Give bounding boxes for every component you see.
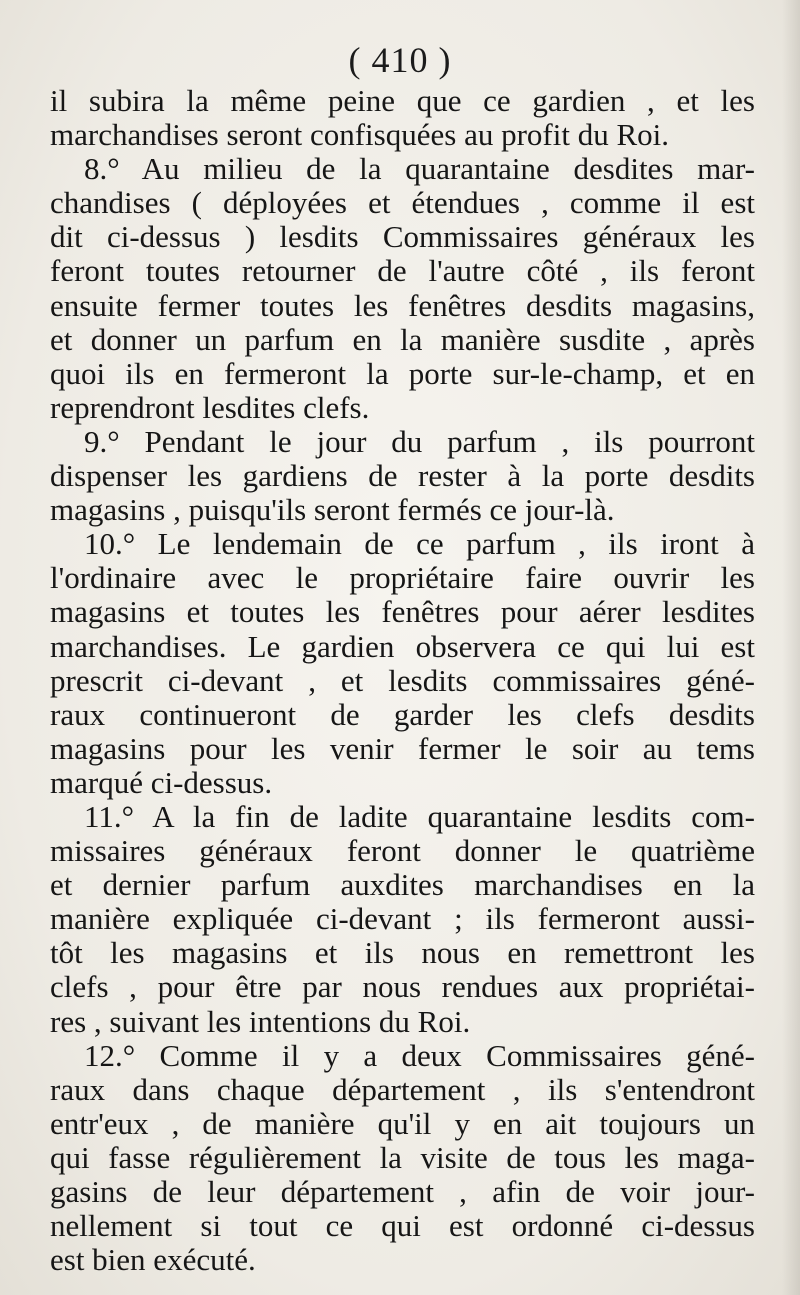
text-line: quoi ils en fermeront la porte sur-le-champ, et en — [50, 356, 755, 391]
text-line: qui fasse régulièrement la visite de tous les maga- — [50, 1140, 755, 1175]
text-line: dispenser les gardiens de rester à la porte desdits — [50, 459, 755, 494]
text-line: marchandises. Le gardien observera ce qui lui est — [50, 629, 755, 664]
text-line: 10.° Le lendemain de ce parfum , ils iront à — [84, 527, 755, 562]
text-line: manière expliquée ci-devant ; ils fermeront aussi- — [50, 902, 755, 937]
text-line: dit ci-dessus ) lesdits Commissaires généraux les — [50, 220, 755, 255]
text-line: feront toutes retourner de l'autre côté , ils feront — [50, 254, 755, 289]
text-line: raux continueront de garder les clefs desdits — [50, 697, 755, 732]
text-line: 8.° Au milieu de la quarantaine desdites mar- — [84, 152, 755, 187]
text-line: magasins et toutes les fenêtres pour aérer lesdites — [50, 595, 755, 630]
text-line: 9.° Pendant le jour du parfum , ils pourront — [84, 424, 755, 459]
text-line: est bien exécuté. — [50, 1243, 256, 1278]
text-line: raux dans chaque département , ils s'entendront — [50, 1072, 755, 1107]
body-text — [50, 84, 755, 1277]
text-line: reprendront lesdites clefs. — [50, 390, 370, 425]
text-line: et donner un parfum en la manière susdite , après — [50, 322, 755, 357]
text-line: 11.° A la fin de ladite quarantaine lesdits com- — [84, 799, 755, 834]
text-line: il subira la même peine que ce gardien , et les — [50, 84, 755, 118]
text-line: clefs , pour être par nous rendues aux propriétai- — [50, 970, 755, 1005]
text-line: prescrit ci-devant , et lesdits commissaires géné- — [50, 663, 755, 698]
text-line: gasins de leur département , afin de voir jour- — [50, 1175, 755, 1209]
text-line: entr'eux , de manière qu'il y en ait toujours un — [50, 1106, 755, 1141]
text-line: 12.° Comme il y a deux Commissaires géné- — [84, 1038, 755, 1073]
text-line: ensuite fermer toutes les fenêtres desdits magasins, — [50, 288, 755, 323]
text-line: magasins pour les venir fermer le soir au tems — [50, 731, 755, 766]
text-line: magasins , puisqu'ils seront fermés ce jour-là. — [50, 493, 615, 528]
text-line: l'ordinaire avec le propriétaire faire ouvrir les — [50, 561, 755, 596]
text-line: marchandises seront confisquées au profit du Roi. — [50, 118, 669, 153]
text-line: chandises ( déployées et étendues , comme il est — [50, 186, 755, 221]
text-line: missaires généraux feront donner le quatrième — [50, 834, 755, 869]
text-line: res , suivant les intentions du Roi. — [50, 1004, 471, 1039]
page-number: ( 410 ) — [348, 40, 452, 80]
text-line: et dernier parfum auxdites marchandises en la — [50, 868, 755, 903]
text-line: tôt les magasins et ils nous en remettront les — [50, 936, 755, 971]
text-line: marqué ci-dessus. — [50, 765, 273, 800]
page-edge-shadow — [782, 0, 800, 1295]
text-line: nellement si tout ce qui est ordonné ci-dessus — [50, 1209, 755, 1244]
